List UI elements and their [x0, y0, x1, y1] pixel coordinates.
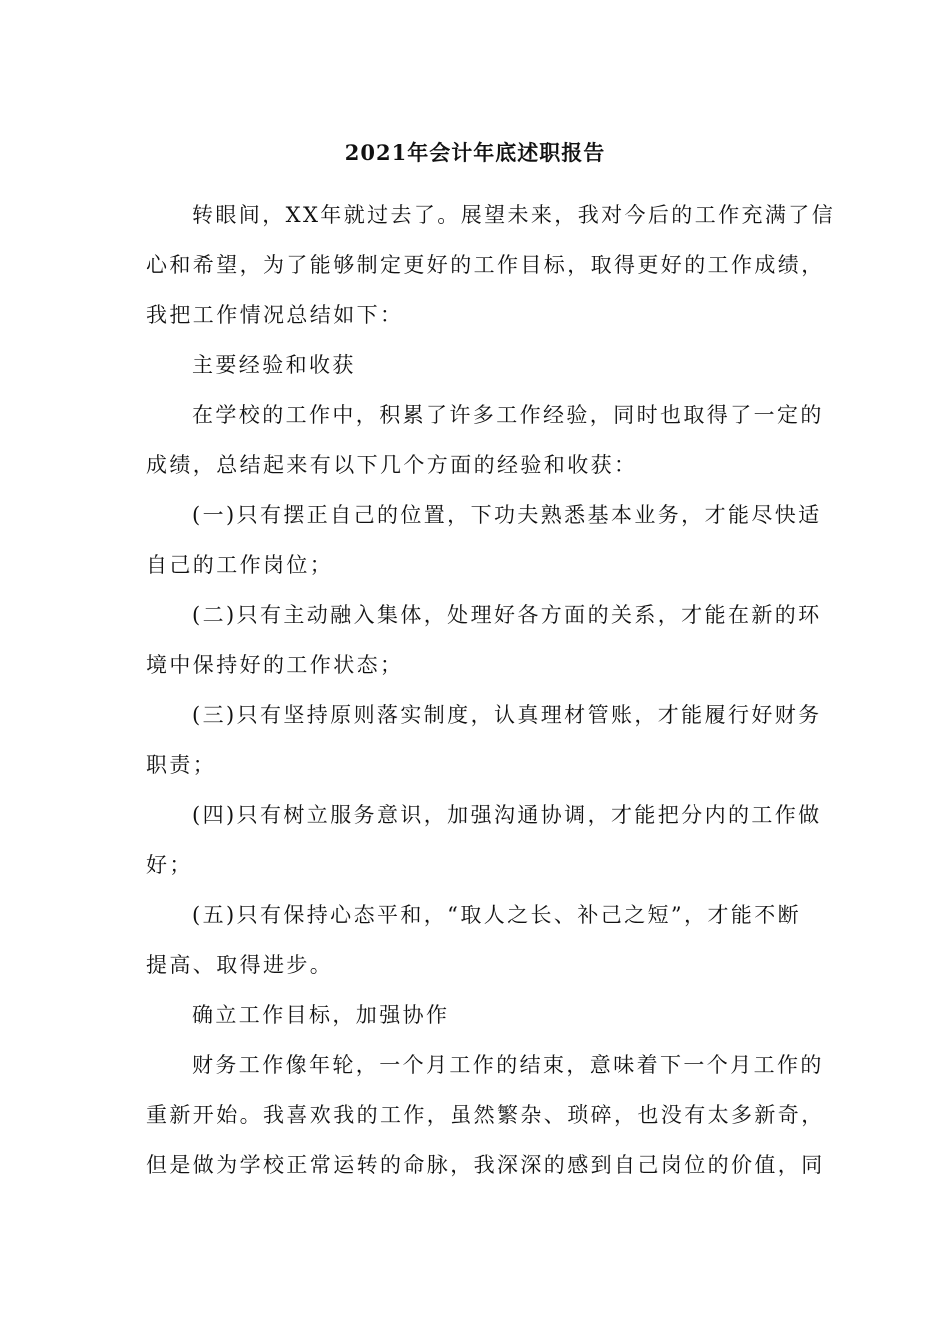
list-item-line: 提高、取得进步。	[146, 953, 334, 977]
list-item-line: 好；	[146, 853, 193, 877]
paragraph-line: 成绩，总结起来有以下几个方面的经验和收获：	[146, 453, 638, 477]
document-title: 2021年会计年底述职报告	[344, 140, 606, 165]
paragraph-line: 在学校的工作中，积累了许多工作经验，同时也取得了一定的	[192, 403, 824, 427]
paragraph-line: 财务工作像年轮，一个月工作的结束，意味着下一个月工作的	[192, 1053, 824, 1077]
paragraph-line: 重新开始。我喜欢我的工作，虽然繁杂、琐碎，也没有太多新奇，	[146, 1103, 825, 1127]
list-item-line: 境中保持好的工作状态；	[146, 653, 404, 677]
paragraph-line: 转眼间，XX年就过去了。展望未来，我对今后的工作充满了信	[192, 203, 836, 227]
list-item-line: (一)只有摆正自己的位置，下功夫熟悉基本业务，才能尽快适	[192, 503, 822, 527]
paragraph-line: 心和希望，为了能够制定更好的工作目标，取得更好的工作成绩，	[146, 253, 825, 277]
list-item-line: (四)只有树立服务意识，加强沟通协调，才能把分内的工作做	[192, 803, 822, 827]
list-item-line: 自己的工作岗位；	[146, 553, 334, 577]
list-item-line: (二)只有主动融入集体，处理好各方面的关系，才能在新的环	[192, 603, 822, 627]
list-item-line: 职责；	[146, 753, 217, 777]
list-item-line: (五)只有保持心态平和，“取人之长、补己之短”，才能不断	[192, 903, 802, 927]
list-item-line: (三)只有坚持原则落实制度，认真理材管账，才能履行好财务	[192, 703, 822, 727]
paragraph-line: 我把工作情况总结如下：	[146, 303, 404, 327]
section-heading: 主要经验和收获	[192, 353, 356, 377]
section-heading: 确立工作目标，加强协作	[192, 1003, 450, 1027]
paragraph-line: 但是做为学校正常运转的命脉，我深深的感到自己岗位的价值，同	[146, 1153, 825, 1177]
